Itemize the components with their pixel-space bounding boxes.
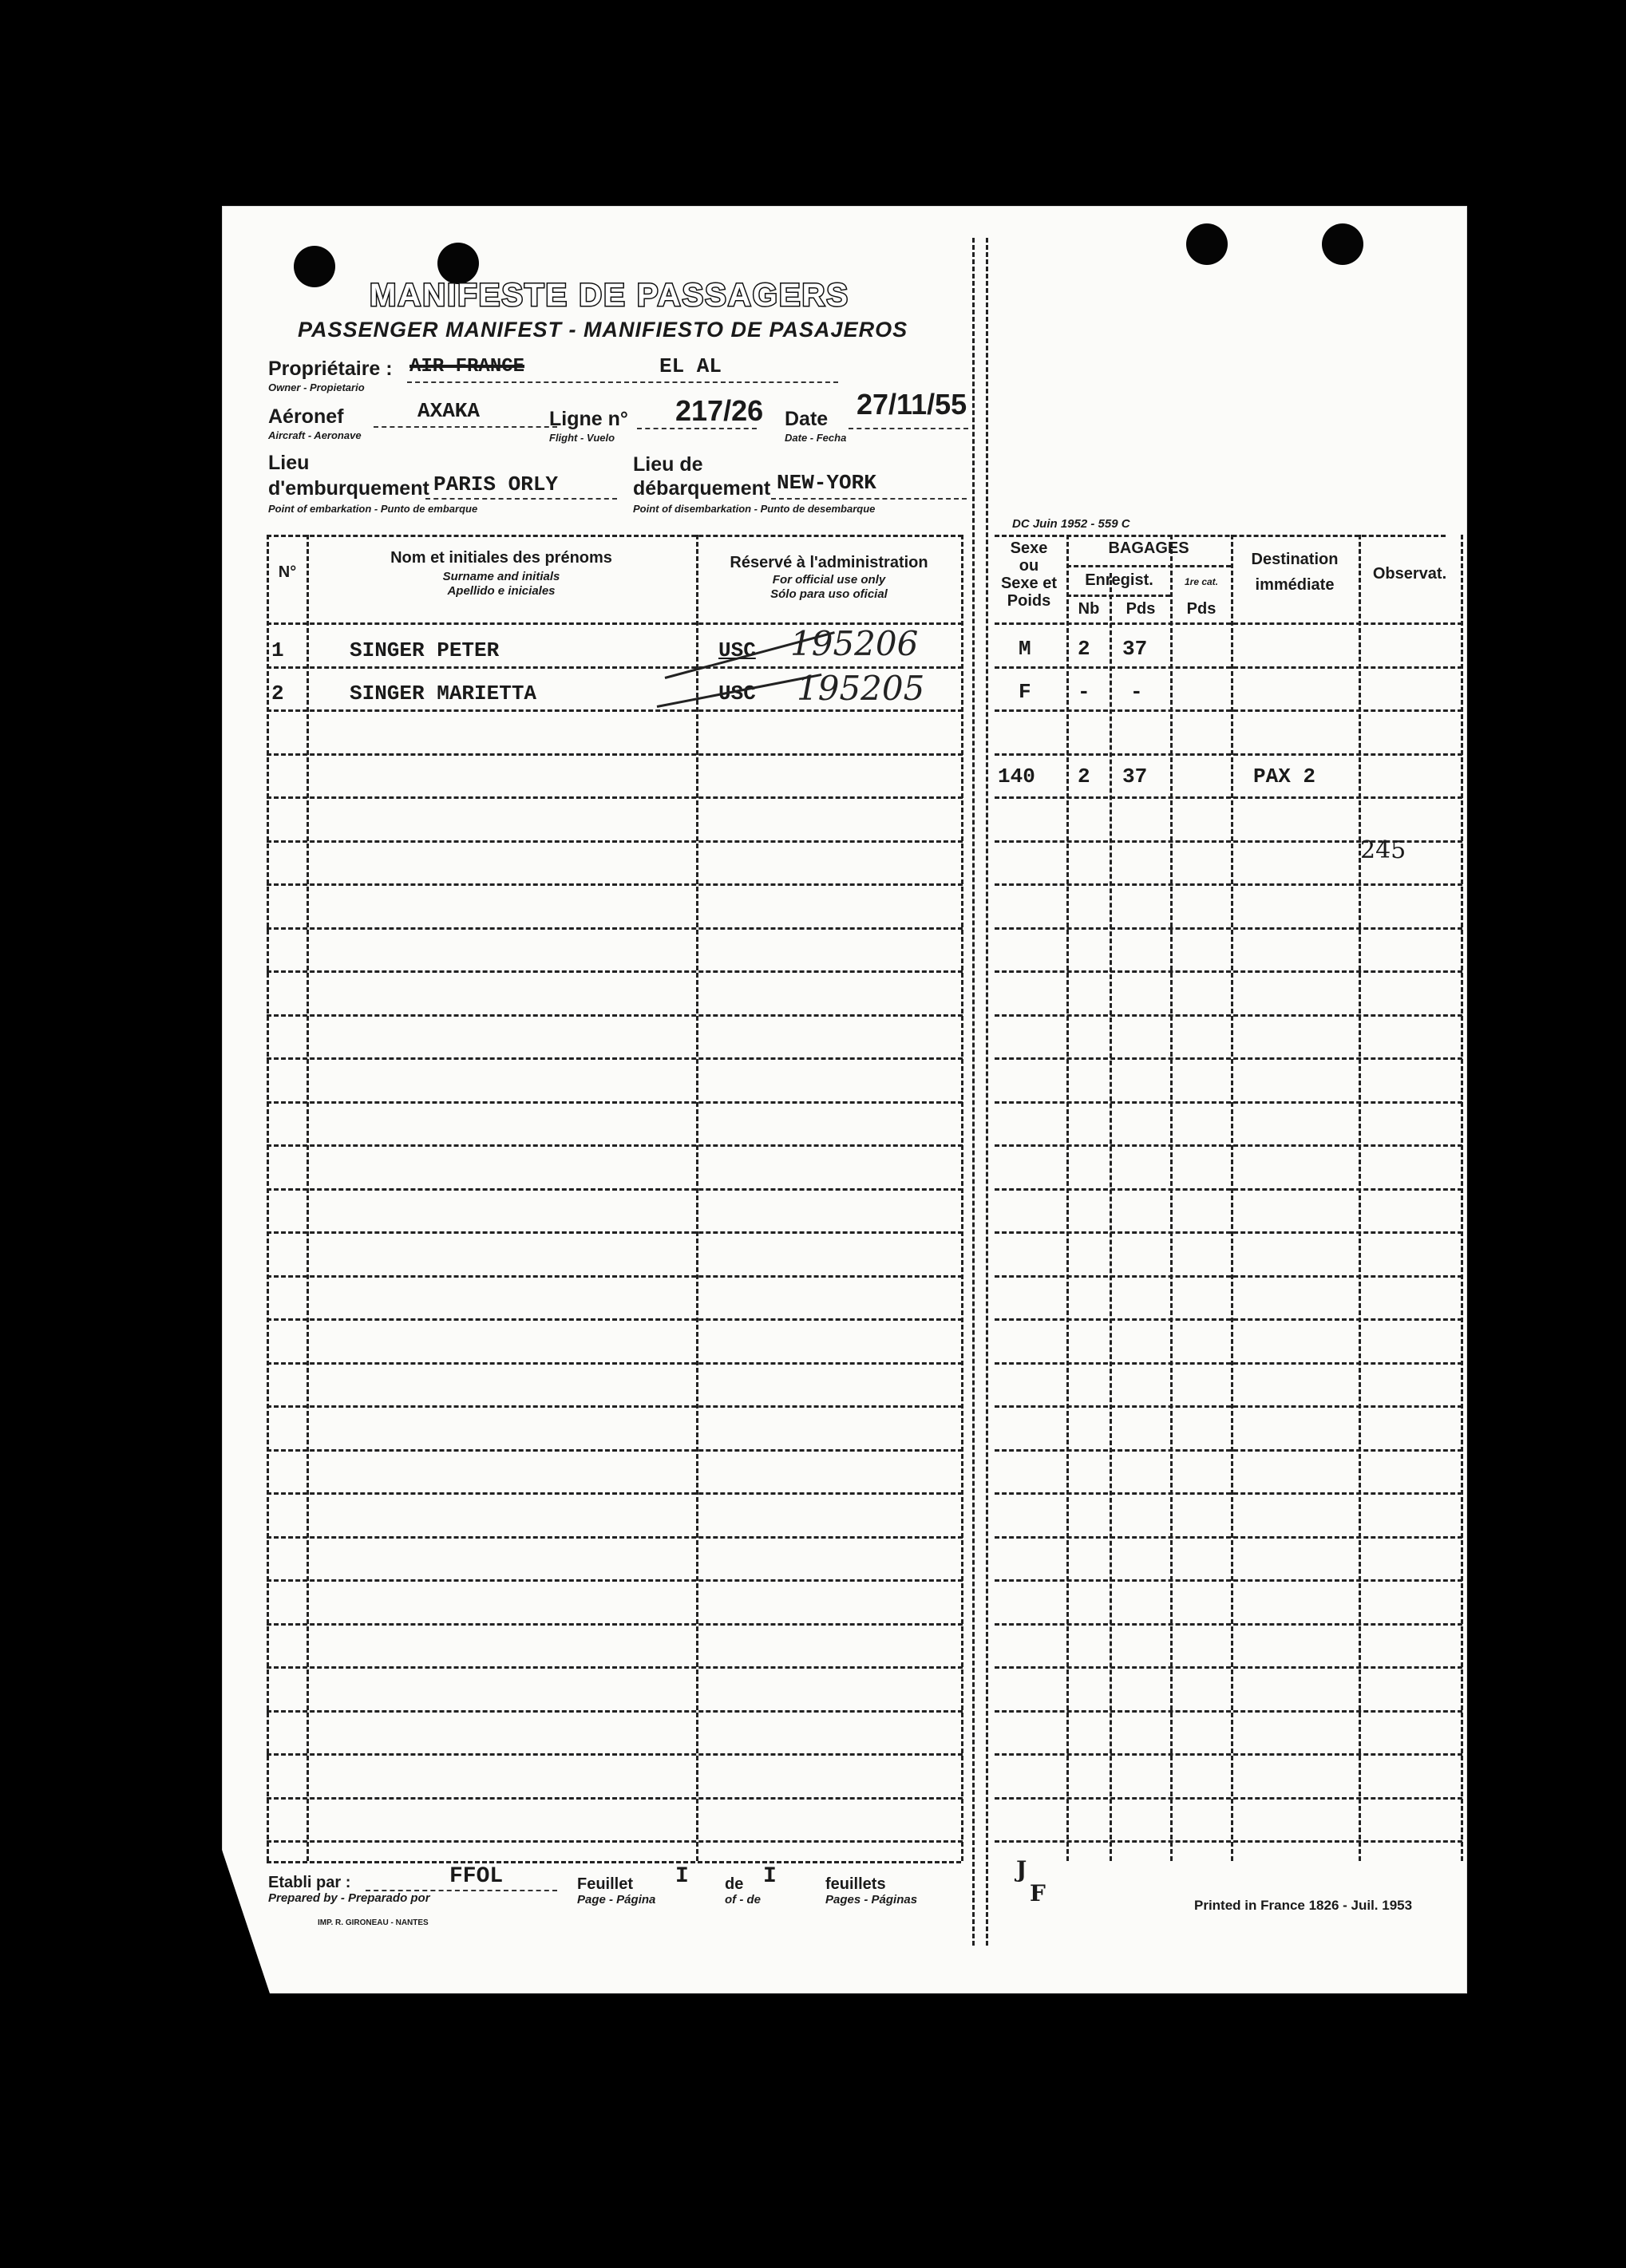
col-header-enregist: Enregist. [1085, 571, 1153, 589]
flight-underline [637, 428, 757, 429]
owner-struck-value: AIR FRANCE [409, 356, 525, 377]
perforation-strip [972, 238, 988, 1946]
total-bag-nb: 2 [1078, 765, 1090, 788]
prepared-sublabel: Prepared by - Preparado por [268, 1891, 430, 1905]
flight-label: Ligne n° [549, 408, 628, 430]
table-row-rule [267, 1405, 963, 1408]
col-header-first-class: 1re cat. [1184, 576, 1219, 587]
table-row-rule [995, 1623, 1462, 1626]
passenger-bag-pds: - [1130, 680, 1143, 704]
prepared-value: FFOL [449, 1864, 504, 1889]
total-destination: PAX 2 [1253, 765, 1316, 788]
table-row-rule [995, 1753, 1462, 1756]
aircraft-label: Aéronef [268, 405, 344, 428]
col-divider [1359, 535, 1361, 1861]
flight-value: 217/26 [675, 394, 764, 427]
table-row-rule [995, 970, 1462, 973]
bagages-rule [1066, 565, 1231, 567]
date-label: Date [785, 408, 829, 430]
col-header-name: Nom et initiales des prénoms [390, 549, 612, 567]
table-row-rule [995, 1405, 1462, 1408]
printer-line: IMP. R. GIRONEAU - NANTES [318, 1918, 429, 1927]
manifest-sheet [222, 206, 1467, 1993]
table-row-rule [995, 1710, 1462, 1713]
table-row-rule [995, 1275, 1462, 1278]
table-row-rule [995, 796, 1462, 799]
total-weight: 140 [998, 765, 1035, 788]
total-bag-pds: 37 [1122, 765, 1148, 788]
table-row-rule [995, 666, 1462, 669]
table-row-rule [995, 883, 1462, 886]
enregist-rule [1066, 595, 1170, 597]
sheet-label: Feuillet [577, 1875, 634, 1893]
observation-note: 245 [1360, 836, 1406, 864]
prepared-underline [366, 1890, 557, 1891]
col-divider [267, 535, 269, 1861]
sheet-value: I [675, 1864, 689, 1889]
owner-value: EL AL [659, 354, 722, 378]
table-row-rule [267, 883, 963, 886]
table-row-rule [995, 622, 1462, 625]
passenger-sex: F [1019, 680, 1031, 704]
footer-rule [267, 1861, 961, 1863]
disembarkation-value: NEW-YORK [777, 471, 876, 495]
col-header-name-sub1: Surname and initials [442, 570, 560, 583]
punch-hole [1186, 223, 1228, 265]
prepared-label: Etabli par : [268, 1874, 351, 1891]
initial-2: F [1030, 1880, 1046, 1906]
table-row-rule [267, 1231, 963, 1234]
table-row-rule [995, 1057, 1462, 1060]
col-header-destination-1: Destination [1251, 551, 1339, 568]
punch-hole [294, 246, 335, 287]
table-row-rule [995, 1449, 1462, 1452]
passenger-bag-nb: - [1078, 680, 1090, 704]
table-row-rule [267, 1188, 963, 1191]
passenger-admin-number: 195205 [797, 669, 925, 708]
col-header-observat: Observat. [1372, 565, 1447, 583]
col-header-destination-2: immédiate [1255, 576, 1335, 594]
pages-sublabel: Pages - Páginas [825, 1893, 918, 1906]
table-row-rule [995, 1014, 1462, 1017]
table-row-rule [267, 1318, 963, 1321]
col-header-pds: Pds [1126, 600, 1156, 618]
date-underline [849, 428, 968, 429]
disembarkation-sublabel: Point of disembarkation - Punto de desembarque [633, 503, 876, 515]
of-label: de [725, 1875, 744, 1893]
punch-hole [1322, 223, 1363, 265]
disembarkation-label-1: Lieu de [633, 453, 703, 476]
passenger-no: 2 [271, 682, 284, 705]
table-row-rule [267, 927, 963, 930]
of-value: I [763, 1864, 777, 1889]
table-row-rule [267, 1840, 963, 1843]
disembarkation-label-2: débarquement [633, 477, 771, 500]
col-header-admin-sub2: Sólo para uso oficial [770, 587, 888, 601]
table-row-rule [995, 1231, 1462, 1234]
embarkation-value: PARIS ORLY [433, 472, 559, 496]
col-header-admin: Réservé à l'administration [730, 554, 928, 571]
table-row-rule [267, 1710, 963, 1713]
col-divider [307, 535, 309, 1861]
disembarkation-underline [771, 498, 967, 500]
col-divider [961, 535, 963, 1861]
embarkation-label-1: Lieu [268, 452, 310, 474]
aircraft-value: AXAKA [417, 399, 481, 423]
table-row-rule [995, 1797, 1462, 1800]
table-row-rule [267, 1797, 963, 1800]
table-row-rule [267, 840, 963, 843]
flight-sublabel: Flight - Vuelo [549, 432, 615, 444]
owner-label: Propriétaire : [268, 358, 393, 380]
of-sublabel: of - de [725, 1893, 761, 1906]
table-row-rule [995, 709, 1462, 712]
table-row-rule [995, 1579, 1462, 1582]
passenger-admin-number: 195206 [790, 624, 919, 663]
table-row-rule [995, 1188, 1462, 1191]
table-row-rule [995, 1144, 1462, 1147]
owner-sublabel: Owner - Propietario [268, 381, 365, 393]
col-header-sex-3: Sexe et [1000, 575, 1058, 592]
date-value: 27/11/55 [857, 388, 967, 421]
table-row-rule [995, 1101, 1462, 1104]
table-row-rule [267, 1623, 963, 1626]
embarkation-label-2: d'emburquement [268, 477, 429, 500]
table-row-rule [995, 1666, 1462, 1669]
owner-underline [407, 381, 838, 383]
passenger-admin: USC [718, 638, 756, 662]
passenger-admin: USC [718, 682, 756, 705]
initial-1: J [1016, 1856, 1027, 1883]
col-divider [1066, 535, 1069, 1861]
page-title: MANIFESTE DE PASSAGERS [370, 278, 850, 313]
table-row-rule [267, 1666, 963, 1669]
table-row-rule [267, 1536, 963, 1539]
table-row-rule [995, 1362, 1462, 1365]
table-row-rule [267, 1753, 963, 1756]
table-row-rule [267, 1275, 963, 1278]
col-header-bagages: BAGAGES [1108, 539, 1189, 557]
col-header-no: N° [278, 563, 297, 581]
col-divider [696, 535, 698, 1861]
table-row-rule [267, 1144, 963, 1147]
table-row-rule [995, 1536, 1462, 1539]
table-row-rule [267, 709, 963, 712]
table-row-rule [267, 753, 963, 756]
aircraft-sublabel: Aircraft - Aeronave [268, 429, 362, 441]
table-row-rule [267, 1057, 963, 1060]
table-top-rule [267, 535, 963, 537]
table-row-rule [995, 1840, 1462, 1843]
col-header-nb: Nb [1078, 600, 1100, 618]
passenger-no: 1 [271, 638, 284, 662]
folded-corner [222, 1850, 270, 1993]
passenger-bag-nb: 2 [1078, 637, 1090, 661]
table-row-rule [267, 1492, 963, 1495]
table-row-rule [995, 1492, 1462, 1495]
pages-label: feuillets [825, 1875, 886, 1893]
table-row-rule [995, 927, 1462, 930]
table-row-rule [267, 796, 963, 799]
table-row-rule [267, 1362, 963, 1365]
passenger-name: SINGER MARIETTA [350, 682, 537, 705]
col-header-pds2: Pds [1186, 600, 1217, 618]
printed-in-france: Printed in France 1826 - Juil. 1953 [1194, 1898, 1413, 1913]
col-header-admin-sub1: For official use only [772, 573, 886, 587]
passenger-name: SINGER PETER [350, 638, 500, 662]
table-row-rule [267, 1579, 963, 1582]
sheet-sublabel: Page - Página [577, 1893, 656, 1906]
col-header-sex-4: Poids [1007, 592, 1051, 610]
date-sublabel: Date - Fecha [785, 432, 847, 444]
form-code: DC Juin 1952 - 559 C [1012, 517, 1130, 531]
aircraft-underline [374, 426, 557, 428]
table-row-rule [267, 1449, 963, 1452]
passenger-sex: M [1019, 637, 1031, 661]
table-top-rule-right [995, 535, 1446, 537]
page-subtitle: PASSENGER MANIFEST - MANIFIESTO DE PASAJEROS [298, 318, 908, 342]
embarkation-underline [425, 498, 617, 500]
table-row-rule [267, 970, 963, 973]
col-divider [1170, 535, 1173, 1861]
embarkation-sublabel: Point of embarkation - Punto de embarque [268, 503, 478, 515]
col-header-sex-1: Sexe [1010, 539, 1048, 557]
table-row-rule [267, 1014, 963, 1017]
table-row-rule [995, 1318, 1462, 1321]
table-row-rule [995, 753, 1462, 756]
col-header-name-sub2: Apellido e iniciales [447, 584, 556, 598]
passenger-bag-pds: 37 [1122, 637, 1148, 661]
col-divider [1231, 535, 1233, 1861]
col-divider [1461, 535, 1463, 1861]
col-header-sex-2: ou [1019, 557, 1039, 575]
table-row-rule [267, 1101, 963, 1104]
